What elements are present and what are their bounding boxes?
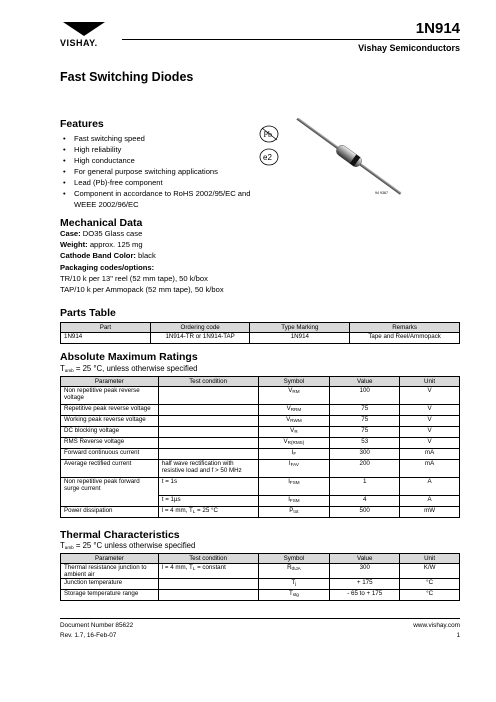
test-cell: t = 1µs [158, 496, 258, 507]
symbol-cell: $R_{thJA}$ [258, 564, 330, 579]
unit-cell: V [400, 416, 460, 427]
test-cell: l = 4 mm, $T_L$ = constant [158, 564, 258, 579]
test-cell: t = 1s [158, 478, 258, 496]
value-cell: - 65 to + 175 [330, 590, 400, 601]
column-header: Value [330, 554, 400, 564]
feature-item: • High conductance [62, 155, 254, 166]
table-cell: 1N914-TR or 1N914-TAP [150, 333, 250, 344]
column-header: Parameter [61, 377, 159, 387]
param-cell: Junction temperature [61, 579, 159, 590]
footer-rule [60, 618, 460, 619]
table-cell: 1N914 [61, 333, 151, 344]
table-header-row [61, 554, 460, 564]
unit-cell: A [400, 478, 460, 496]
symbol-cell: $I_{FAV}$ [258, 460, 330, 478]
table-header-row [61, 377, 460, 387]
features-list [62, 133, 254, 210]
param-cell: Thermal resistance junction to ambient air [61, 564, 159, 579]
symbol-cell: $V_{RM}$ [258, 387, 330, 405]
parts-table-heading: Parts Table [60, 307, 116, 319]
website-link[interactable]: www.vishay.com [413, 622, 460, 629]
symbol-cell: $T_{stg}$ [258, 590, 330, 601]
value-cell: 53 [330, 438, 400, 449]
band-label: Cathode Band Color: [60, 251, 136, 261]
value-cell: 4 [330, 496, 400, 507]
unit-cell: V [400, 387, 460, 405]
table-row [61, 460, 460, 478]
column-header: Test condition [158, 554, 258, 564]
param-cell: Power dissipation [61, 507, 159, 518]
feature-item: • High reliability [62, 144, 254, 155]
value-cell: 1 [330, 478, 400, 496]
image-caption: 94 9367 [375, 191, 388, 195]
band-value: black [135, 251, 156, 261]
amr-condition: $T_{amb} = 25$ °C, unless otherwise specified [60, 364, 198, 373]
symbol-cell: $I_F$ [258, 449, 330, 460]
symbol-cell: $V_{R(RMS)}$ [258, 438, 330, 449]
vishay-logo [60, 22, 110, 48]
table-row [61, 405, 460, 416]
param-cell: Repetitive peak reverse voltage [61, 405, 159, 416]
weight-value: approx. 125 mg [87, 240, 143, 250]
value-cell: 75 [330, 427, 400, 438]
column-header: Type Marking [250, 323, 350, 333]
pb-label: Pb [263, 130, 272, 139]
unit-cell: A [400, 496, 460, 507]
test-cell [158, 579, 258, 590]
feature-item: • Fast switching speed [62, 133, 254, 144]
mechanical-heading: Mechanical Data [60, 217, 143, 229]
vendor-name: Vishay Semiconductors [358, 43, 460, 53]
band-line [60, 250, 320, 261]
lead-free-icon [260, 126, 278, 142]
case-value: DO35 Glass case [80, 229, 143, 238]
symbol-cell: $V_R$ [258, 427, 330, 438]
page-number: 1 [456, 632, 460, 639]
packaging-label: Packaging codes/options: [60, 262, 155, 272]
logo-triangle-icon [63, 22, 105, 36]
column-header: Parameter [61, 554, 159, 564]
param-cell: Storage temperature range [61, 590, 159, 601]
unit-cell: mA [400, 449, 460, 460]
unit-cell: mA [400, 460, 460, 478]
param-cell: Forward continuous current [61, 449, 159, 460]
weight-line [60, 239, 320, 250]
e2-label: e2 [263, 153, 272, 162]
test-cell [158, 427, 258, 438]
table-row [61, 333, 460, 344]
column-header: Ordering code [150, 323, 250, 333]
test-cell [158, 416, 258, 427]
value-cell: 75 [330, 416, 400, 427]
test-cell [158, 449, 258, 460]
mechanical-data [60, 228, 320, 295]
param-cell: RMS Reverse voltage [61, 438, 159, 449]
symbol-cell: $V_{RRM}$ [258, 405, 330, 416]
param-cell: Working peak reverse voltage [61, 416, 159, 427]
page-title: Fast Switching Diodes [60, 70, 194, 84]
features-heading: Features [60, 118, 104, 130]
weight-label: Weight: [60, 240, 88, 250]
unit-cell: °C [400, 579, 460, 590]
column-header: Test condition [158, 377, 258, 387]
column-header: Part [61, 323, 151, 333]
symbol-cell: $I_{FSM}$ [258, 478, 330, 496]
column-header: Unit [400, 554, 460, 564]
test-cell [158, 438, 258, 449]
table-row [61, 590, 460, 601]
test-cell [158, 590, 258, 601]
column-header: Symbol [258, 554, 330, 564]
value-cell: 500 [330, 507, 400, 518]
thermal-table [60, 553, 460, 601]
column-header: Remarks [350, 323, 460, 333]
table-row [61, 564, 460, 579]
amr-table [60, 376, 460, 518]
table-row [61, 449, 460, 460]
table-row [61, 387, 460, 405]
unit-cell: K/W [400, 564, 460, 579]
thermal-condition: $T_{amb} = 25$ °C unless otherwise specified [60, 541, 196, 550]
value-cell: 200 [330, 460, 400, 478]
test-cell [158, 387, 258, 405]
unit-cell: V [400, 438, 460, 449]
feature-item: • Lead (Pb)-free component [62, 177, 254, 188]
param-cell: Average rectified current [61, 460, 159, 478]
table-row [61, 507, 460, 518]
diode-image [285, 118, 415, 198]
unit-cell: mW [400, 507, 460, 518]
value-cell: + 175 [330, 579, 400, 590]
table-row [61, 579, 460, 590]
unit-cell: V [400, 405, 460, 416]
param-cell: DC blocking voltage [61, 427, 159, 438]
table-row [61, 478, 460, 496]
value-cell: 75 [330, 405, 400, 416]
column-header: Value [330, 377, 400, 387]
part-number: 1N914 [415, 20, 460, 37]
revision: Rev. 1.7, 16-Feb-07 [60, 632, 117, 639]
test-cell: l = 4 mm, $T_L = 25$ °C [158, 507, 258, 518]
packaging-line: TAP/10 k per Ammopack (52 mm tape), 50 k/box [60, 285, 224, 295]
table-header-row [61, 323, 460, 333]
column-header: Unit [400, 377, 460, 387]
param-cell: Non repetitive peak reverse voltage [61, 387, 159, 405]
table-cell: 1N914 [250, 333, 350, 344]
table-cell: Tape and Reel/Ammopack [350, 333, 460, 344]
parts-table [60, 322, 460, 344]
feature-item: • For general purpose switching applications [62, 166, 254, 177]
symbol-cell: $V_{RWM}$ [258, 416, 330, 427]
value-cell: 100 [330, 387, 400, 405]
logo-text: VISHAY. [60, 38, 98, 48]
unit-cell: V [400, 427, 460, 438]
compliance-marks [258, 124, 282, 170]
value-cell: 300 [330, 564, 400, 579]
column-header: Symbol [258, 377, 330, 387]
case-label: Case: [60, 229, 81, 238]
test-cell [158, 405, 258, 416]
e2-mark-icon [260, 149, 278, 165]
document-number: Document Number 85622 [60, 622, 134, 629]
amr-heading: Absolute Maximum Ratings [60, 351, 198, 363]
symbol-cell: $I_{FSM}$ [258, 496, 330, 507]
value-cell: 300 [330, 449, 400, 460]
feature-item: • Component in accordance to RoHS 2002/95/EC and WEEE 2002/96/EC [62, 188, 254, 210]
symbol-cell: $T_j$ [258, 579, 330, 590]
case-line [60, 228, 320, 239]
packaging-line: TR/10 k per 13" reel (52 mm tape), 50 k/box [60, 273, 208, 283]
header-rule [122, 39, 460, 40]
thermal-heading: Thermal Characteristics [60, 529, 180, 541]
table-row [61, 427, 460, 438]
symbol-cell: $P_{tot}$ [258, 507, 330, 518]
unit-cell: °C [400, 590, 460, 601]
table-row [61, 416, 460, 427]
table-row [61, 438, 460, 449]
param-cell: Non repetitive peak forward surge current [61, 478, 159, 507]
test-cell: half wave rectification with resistive load and f > 50 MHz [158, 460, 258, 478]
